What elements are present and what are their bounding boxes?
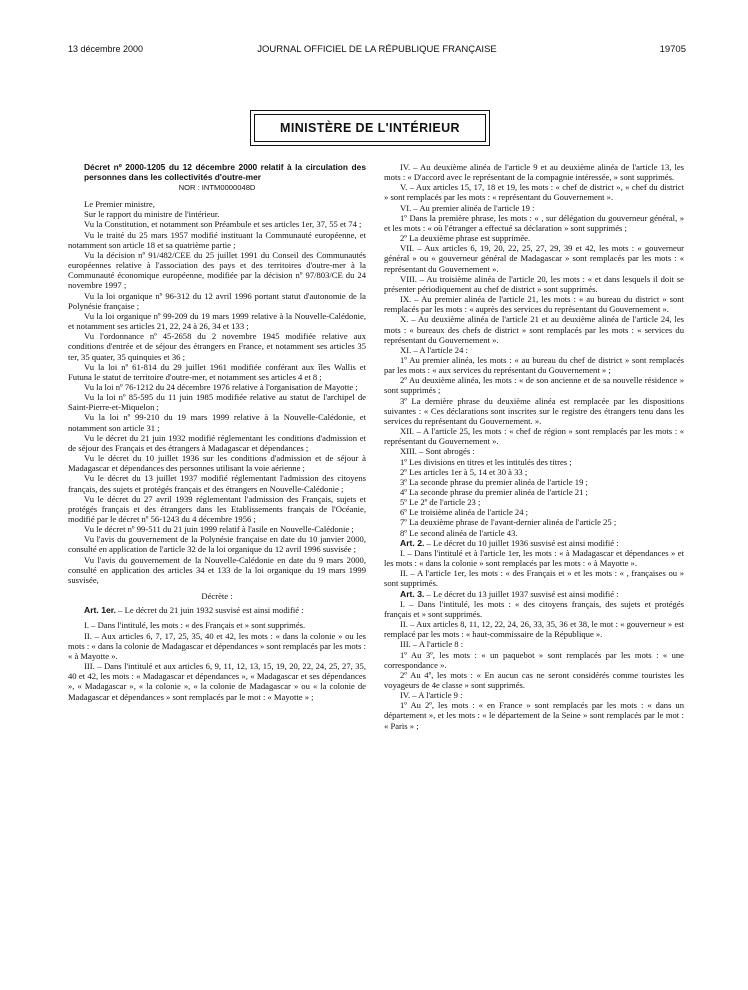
header-journal-title: JOURNAL OFFICIEL DE LA RÉPUBLIQUE FRANÇAISE [257, 44, 497, 55]
decree-nor: NOR : INTM0000048D [178, 183, 256, 192]
article-3 [384, 589, 684, 599]
paragraph: Vu la loi organique nº 96-312 du 12 avril 1996 portant statut d'autonomie de la Polynésie française ; [68, 290, 366, 311]
paragraph: Vu la loi nº 61-814 du 29 juillet 1961 modifiée conférant aux îles Wallis et Futuna le statut de territoire d'outre-mer, et notamment ses articles 4 et 8 ; [68, 361, 366, 382]
paragraph: Le Premier ministre, [84, 199, 155, 210]
article-1 [68, 605, 366, 615]
paragraph: 1º Au 3º, les mots : « un paquebot » sont remplacés par les mots : « une correspondance ». [384, 649, 684, 670]
paragraph: XI. – A l'article 24 : [400, 344, 468, 355]
article-2 [384, 538, 684, 548]
paragraph: Vu la loi nº 99-210 du 19 mars 1999 relative à la Nouvelle-Calédonie, et notamment son article 31 ; [68, 412, 366, 433]
paragraph: XIII. – Sont abrogés : [400, 446, 475, 457]
paragraph: III. – A l'article 8 : [400, 639, 464, 650]
paragraph: I. – Dans l'intitulé, les mots : « des Français et » sont supprimés. [84, 620, 306, 631]
paragraph: Vu l'avis du gouvernement de la Polynésie française en date du 10 janvier 2000, consulté en application de l'article 32 de la loi organique du 12 avril 1996 susvisée ; [68, 534, 366, 555]
paragraph: Vu l'avis du gouvernement de la Nouvelle-Calédonie en date du 9 mars 2000, consulté en application des articles 34 et 133 de la loi organique du 19 mars 1999 susvisée, [68, 554, 366, 585]
paragraph: VI. – Au premier alinéa de l'article 19 : [400, 202, 535, 213]
article-3-paragraphs [384, 599, 684, 731]
article-2-text: – Le décret du 10 juillet 1936 susvisé est ainsi modifié : [424, 537, 619, 548]
article-2-label: Art. 2. [400, 537, 425, 548]
article-1-text: – Le décret du 21 juin 1932 susvisé est ainsi modifié : [116, 605, 304, 616]
paragraph: 2º La deuxième phrase est supprimée. [400, 233, 531, 244]
page-header [68, 44, 686, 58]
paragraph: V. – Aux articles 15, 17, 18 et 19, les mots : « chef de district », « chef du district » sont remplacés par les mots : « représentant du Gouvernement ». [384, 182, 684, 203]
paragraph: Vu la loi nº 76-1212 du 24 décembre 1976 relative à l'organisation de Mayotte ; [84, 381, 358, 392]
paragraph: VIII. – Au troisième alinéa de l'article 20, les mots : « et dans lesquels il doit se présenter périodiquement au chef de district » sont supprimés. [384, 273, 684, 294]
paragraph: 2º Les articles 1er à 5, 14 et 30 à 33 ; [400, 466, 528, 477]
paragraph: 5º Le 2º de l'article 23 ; [400, 497, 481, 508]
article-1-paragraphs [68, 620, 366, 701]
paragraph: II. – Aux articles 8, 11, 12, 22, 24, 26, 33, 35, 36 et 38, le mot : « gouverneur » est remplacé par les mots : « haut-commissaire de la République ». [384, 619, 684, 640]
article-3-text: – Le décret du 13 juillet 1937 susvisé est ainsi modifié : [424, 588, 619, 599]
left-column [68, 162, 366, 702]
paragraph: 1º Dans la première phrase, les mots : « , sur délégation du gouverneur général, » et les mots : « où l'étranger a effectué sa déclaration » sont supprimés ; [384, 212, 684, 233]
paragraph: 1º Au premier alinéa, les mots : « au bureau du chef de district » sont remplacés par les mots : « aux services du représentant du Gouvernement » ; [384, 354, 684, 376]
paragraph: 7º La deuxième phrase de l'avant-dernier alinéa de l'article 25 ; [400, 517, 617, 528]
article-1-continued [384, 162, 684, 538]
paragraph: Vu le décret du 27 avril 1939 réglementant l'admission des Français, sujets et protégés français et des étrangers dans les Etablissements français de l'Océanie, modifié par le décret nº 56-1243 du 4 décembre 1956 ; [68, 493, 366, 524]
decrete-line: Décrète : [201, 591, 233, 602]
paragraph: Vu le traité du 25 mars 1957 modifié instituant la Communauté européenne, et notamment son article 18 et sa quatrième partie ; [68, 229, 366, 250]
paragraph: XII. – A l'article 25, les mots : « chef de région » sont remplacés par les mots : « représentant du Gouvernement ». [384, 426, 684, 447]
left-paragraphs [68, 199, 366, 585]
paragraph: Sur le rapport du ministre de l'intérieur. [84, 209, 220, 220]
paragraph: IX. – Au premier alinéa de l'article 21, les mots : « au bureau du district » sont remplacés par les mots : « auprès des services du représentant du Gouvernement ». [384, 294, 684, 315]
ministry-box [250, 110, 490, 146]
paragraph: IV. – A l'article 9 : [400, 690, 463, 701]
article-2-paragraphs [384, 548, 684, 589]
header-date: 13 décembre 2000 [68, 44, 144, 54]
paragraph: 1º Les divisions en titres et les intitulés des titres ; [400, 456, 572, 467]
paragraph: 2º Au deuxième alinéa, les mots : « de son ancienne et de sa nouvelle résidence » sont supprimés ; [384, 375, 684, 396]
paragraph: Vu l'ordonnance nº 45-2658 du 2 novembre 1945 modifiée relative aux conditions d'entrée et de séjour des étrangers en France, et notamment ses articles 35 ter, 35 quater, 35 quinquies et 36 ; [68, 331, 366, 362]
decree-title: Décret nº 2000-1205 du 12 décembre 2000 relatif à la circulation des personnes dans les collectivités d'outre-mer [84, 162, 366, 182]
paragraph: Vu la décision nº 91/482/CEE du 25 juillet 1991 du Conseil des Communautés européennes relative à l'association des pays et des territoires d'outre-mer à la Communauté économique européenne, modifiée par la décision nº 97/803/CE du 24 novembre 1997 ; [68, 249, 366, 291]
paragraph: II. – A l'article 1er, les mots : « des Français et » et les mots : « , françaises ou » sont supprimés. [384, 568, 684, 589]
paragraph: Vu le décret du 13 juillet 1937 modifié réglementant l'admission des citoyens français, des sujets et protégés français et des étrangers en Nouvelle-Calédonie ; [68, 473, 366, 494]
paragraph: 8º Le second alinéa de l'article 43. [400, 527, 518, 538]
paragraph: IV. – Au deuxième alinéa de l'article 9 et au deuxième alinéa de l'article 13, les mots : « D'accord avec le représentant de la compagnie intéressée, » sont supprimés. [384, 162, 684, 183]
ministry-title: MINISTÈRE DE L'INTÉRIEUR [254, 114, 486, 142]
header-page-number: 19705 [659, 44, 686, 55]
paragraph: 2º Au 4º, les mots : « En aucun cas ne seront considérés comme touristes les voyageurs de 4e classe » sont supprimés. [384, 669, 684, 690]
paragraph: I. – Dans l'intitulé, les mots : « des citoyens français, des sujets et protégés français et » sont supprimés. [384, 598, 684, 619]
article-1-label: Art. 1er. [84, 605, 117, 616]
paragraph: 1º Au 2º, les mots : « en France » sont remplacés par les mots : « dans un département », et les mots : « le département de la Seine » sont remplacés par le mot : « Paris » ; [384, 700, 684, 731]
paragraph: 3º La dernière phrase du deuxième alinéa est remplacée par les dispositions suivantes : « Ces déclarations sont inscrites sur le registre des étrangers tenu dans les services du représentant du Gouvernement. ». [384, 395, 684, 426]
right-column [384, 162, 684, 731]
paragraph: X. – Au deuxième alinéa de l'article 21 et au deuxième alinéa de l'article 24, les mots : « bureaux des chefs de district » sont remplacés par les mots : « services du représentant du Gouvernement ». [384, 314, 684, 345]
paragraph: II. – Aux articles 6, 7, 17, 25, 35, 40 et 42, les mots : « dans la colonie » ou les mots : « dans la colonie de Madagascar et dépendances » sont remplacés par les mots : « à Mayotte ». [68, 630, 366, 661]
paragraph: 6º Le troisième alinéa de l'article 24 ; [400, 507, 529, 518]
paragraph: Vu la Constitution, et notamment son Préambule et ses articles 1er, 37, 55 et 74 ; [84, 219, 362, 230]
paragraph: III. – Dans l'intitulé et aux articles 6, 9, 11, 12, 13, 15, 19, 20, 22, 24, 25, 27, 35, 40 et 42, les mots : « Madagascar et dépendances », « Madagascar et ses dépendances », « Madagascar », « la colonie », « la colonie de Madagascar » ou « la colonie de Madagascar et dépendances » sont remplacés par le mot : « Mayotte » ; [68, 661, 366, 702]
paragraph: Vu la loi organique nº 99-209 du 19 mars 1999 relative à la Nouvelle-Calédonie, et notamment ses articles 21, 22, 24 à 26, 34 et 133 ; [68, 310, 366, 332]
paragraph: Vu la loi nº 85-595 du 11 juin 1985 modifiée relative au statut de l'archipel de Saint-Pierre-et-Miquelon ; [68, 392, 366, 413]
article-3-label: Art. 3. [400, 588, 425, 599]
paragraph: I. – Dans l'intitulé et à l'article 1er, les mots : « à Madagascar et dépendances » et les mots : « dans la colonie » sont remplacés par les mots : « à Mayotte ». [384, 547, 684, 569]
paragraph: 4º La seconde phrase du premier alinéa de l'article 21 ; [400, 487, 588, 497]
paragraph: VII. – Aux articles 6, 19, 20, 22, 25, 27, 29, 39 et 42, les mots : « gouverneur général » ou « gouverneur général de Madagascar » sont remplacés par les mots : « représentant du Gouvernement ». [384, 243, 684, 274]
paragraph: Vu le décret nº 99-511 du 21 juin 1999 relatif à l'asile en Nouvelle-Calédonie ; [84, 524, 354, 535]
paragraph: Vu le décret du 21 juin 1932 modifié réglementant les conditions d'admission et de séjour des Français et des étrangers à Madagascar et dépendances ; [68, 432, 366, 453]
paragraph: Vu le décret du 10 juillet 1936 sur les conditions d'admission et de séjour à Madagascar et dépendances des personnes utilisant la voie aérienne ; [68, 453, 366, 474]
paragraph: 3º La seconde phrase du premier alinéa de l'article 19 ; [400, 476, 588, 487]
